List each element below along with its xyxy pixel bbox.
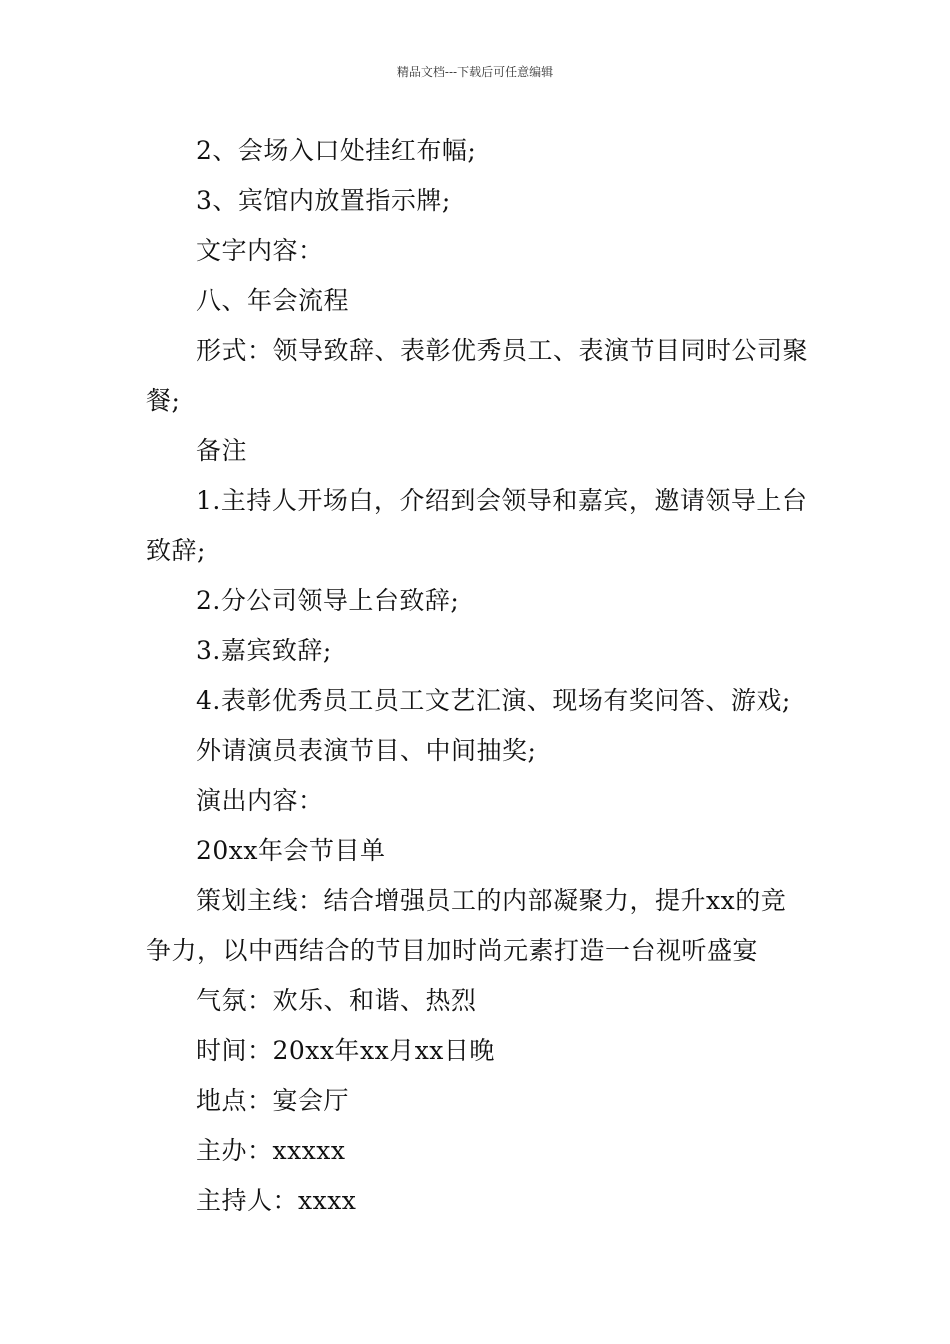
page-header: 精品文档---下载后可任意编辑 xyxy=(396,65,554,79)
list-item: 1.主持人开场白，介绍到会领导和嘉宾，邀请领导上台致辞; xyxy=(146,486,808,565)
document-body xyxy=(146,126,810,1226)
paragraph: 气氛：欢乐、和谐、热烈 xyxy=(196,986,477,1015)
paragraph: 文字内容： xyxy=(196,236,324,265)
paragraph: 主办：xxxxx xyxy=(196,1136,346,1165)
section-heading: 八、年会流程 xyxy=(196,286,350,315)
paragraph: 策划主线：结合增强员工的内部凝聚力，提升xx的竞争力，以中西结合的节目加时尚元素打造一台视听盛宴 xyxy=(146,886,787,965)
list-item: 3.嘉宾致辞; xyxy=(196,636,332,665)
paragraph: 2、会场入口处挂红布幅; xyxy=(196,136,477,165)
paragraph: 演出内容： xyxy=(196,786,324,815)
paragraph: 主持人：xxxx xyxy=(196,1186,357,1215)
paragraph: 形式：领导致辞、表彰优秀员工、表演节目同时公司聚餐; xyxy=(146,336,809,415)
list-item: 2.分公司领导上台致辞; xyxy=(196,586,460,615)
paragraph: 20xx年会节目单 xyxy=(196,836,386,865)
paragraph: 备注 xyxy=(196,436,248,465)
paragraph: 地点：宴会厅 xyxy=(196,1086,350,1115)
paragraph: 外请演员表演节目、中间抽奖; xyxy=(196,736,537,765)
paragraph: 时间：20xx年xx月xx日晚 xyxy=(196,1036,495,1065)
paragraph: 3、宾馆内放置指示牌; xyxy=(196,186,451,215)
list-item: 4.表彰优秀员工员工文艺汇演、现场有奖问答、游戏; xyxy=(196,686,791,715)
